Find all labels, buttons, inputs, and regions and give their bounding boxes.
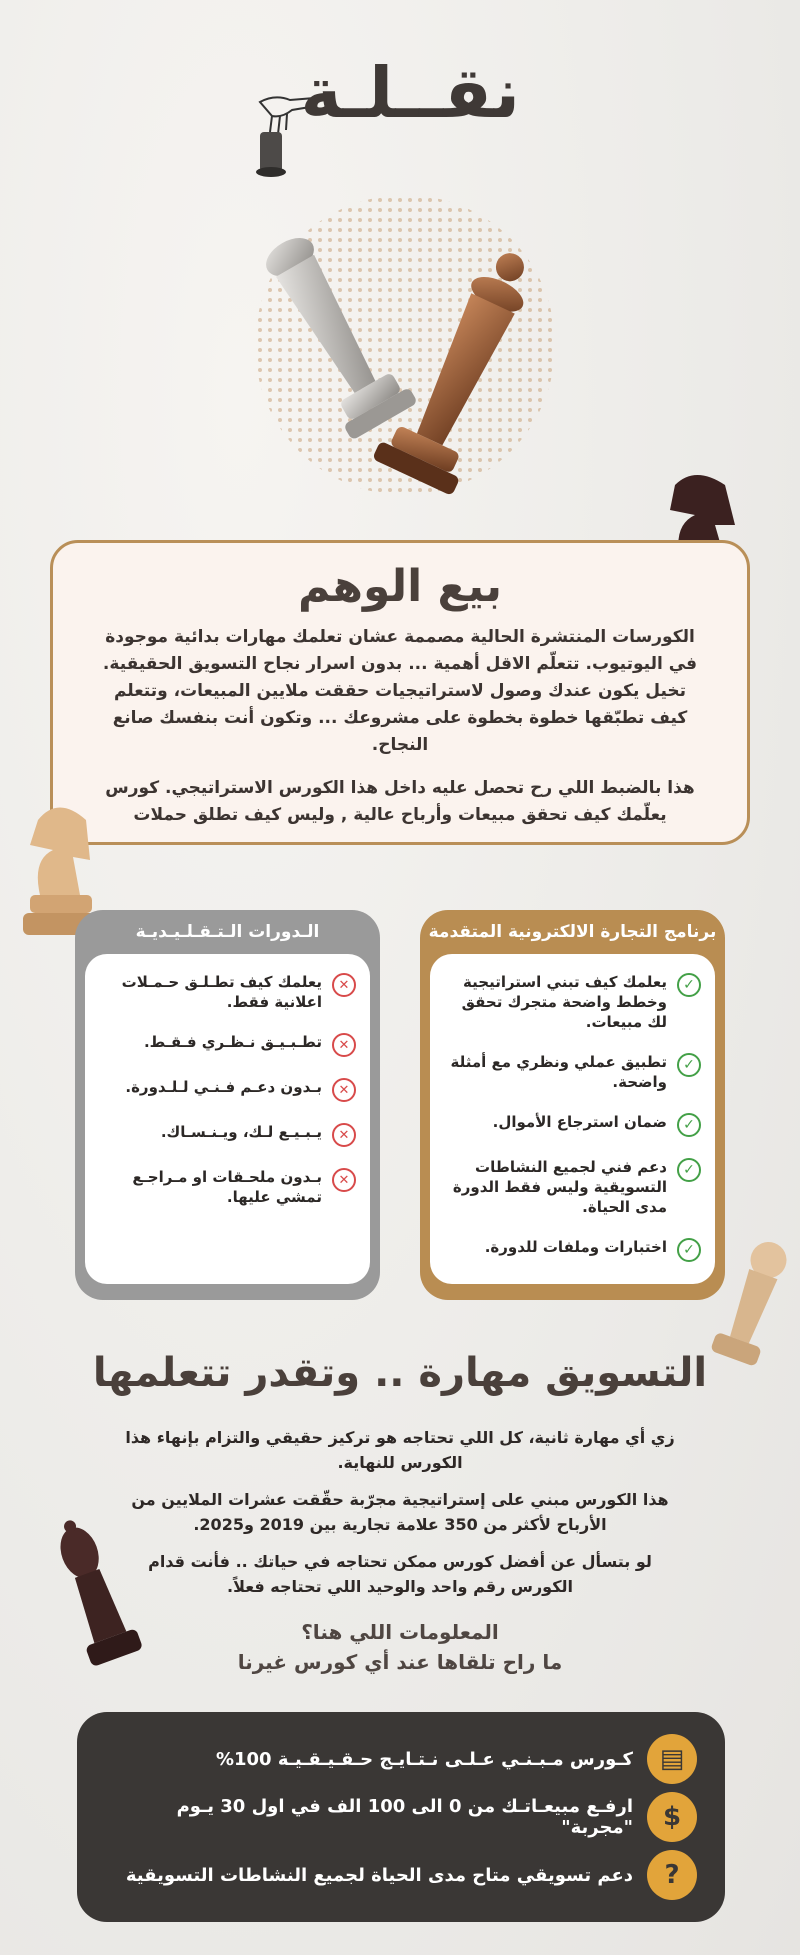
feature-row <box>105 1730 697 1788</box>
feature-row <box>105 1788 697 1846</box>
feature-text: دعم تسويقي متاح مدى الحياة لجميع النشاطات التسويقية <box>125 1864 633 1886</box>
list-item-text: تطـبـيـق نـظـري فـقـط. <box>143 1033 322 1051</box>
list-item <box>444 972 701 1032</box>
advanced-program-title: برنامج التجارة الالكترونية المتقدمة <box>428 922 717 942</box>
check-icon: ✓ <box>677 973 701 997</box>
cross-icon: ✕ <box>332 1123 356 1147</box>
list-item <box>99 1077 356 1102</box>
list-item <box>99 1032 356 1057</box>
list-item <box>444 1052 701 1092</box>
section-paragraph: لو بتسأل عن أفضل كورس ممكن تحتاجه في حياتك .. فأنت قدام الكورس رقم واحد والوحيد اللي تحتاجه فعلاً. <box>148 1552 652 1596</box>
dollar-icon: $ <box>647 1792 697 1842</box>
cross-icon: ✕ <box>332 1168 356 1192</box>
feature-text: كـورس مـبـنـي عـلـى نـتـايـج حـقـيـقـيـة 100% <box>215 1748 633 1770</box>
advanced-program-list <box>430 954 715 1284</box>
feature-text: ارفـع مبيعـاتـك من 0 الى 100 الف في اول 30 يـوم "مجربة" <box>176 1796 633 1838</box>
traditional-courses-list <box>85 954 370 1284</box>
section-paragraph: زي أي مهارة ثانية، كل اللي تحتاجه هو تركيز حقيقي والتزام بإنهاء هذا الكورس للنهاية. <box>125 1428 675 1472</box>
list-item-text: بـدون ملحـقات او مـراجـع تمشي عليها. <box>132 1168 322 1206</box>
course-icon: ▤ <box>647 1734 697 1784</box>
advanced-program-card <box>420 910 725 1300</box>
brand-logo <box>290 52 520 142</box>
check-icon: ✓ <box>677 1238 701 1262</box>
traditional-courses-title: الـدورات الـتـقـلـيـديـة <box>135 922 320 942</box>
list-item <box>99 972 356 1012</box>
question-line: المعلومات اللي هنا؟ <box>301 1620 499 1644</box>
list-item-text: تطبيق عملي ونظري مع أمثلة واضحة. <box>450 1053 667 1091</box>
intro-paragraph-1: الكورسات المنتشرة الحالية مصممة عشان تعلمك مهارات بدائية موجودة في اليوتيوب. تتعلّم الاقل أهمية ... بدون اسرار نجاح التسويق الحقيقية. تخيل يكون عندك وصول لاستراتيجيات حققت ملايين المبيعات، وتتعلم كيف تطبّقها خطوة بخطوة على مشروعك ... وتكون أنت بنفسك صانع النجاح. <box>102 627 698 755</box>
hero-chess-pieces-icon <box>225 185 585 525</box>
feature-row <box>105 1846 697 1904</box>
check-icon: ✓ <box>677 1113 701 1137</box>
check-icon: ✓ <box>677 1053 701 1077</box>
section-title: التسويق مهارة .. وتقدر تتعلمها <box>92 1350 708 1396</box>
list-item <box>99 1122 356 1147</box>
list-item-text: بـدون دعـم فـنـي لـلـدورة. <box>125 1078 322 1096</box>
list-item <box>444 1112 701 1137</box>
check-icon: ✓ <box>677 1158 701 1182</box>
list-item <box>99 1167 356 1207</box>
intro-card <box>50 540 750 845</box>
cross-icon: ✕ <box>332 973 356 997</box>
support-chat-icon: ? <box>647 1850 697 1900</box>
traditional-courses-card <box>75 910 380 1300</box>
cross-icon: ✕ <box>332 1033 356 1057</box>
logo-text: نقــلـة <box>300 52 520 134</box>
features-box <box>77 1712 725 1922</box>
list-item-text: يـبـيـع لـك، ويـنـسـاك. <box>160 1123 322 1141</box>
intro-title: بيع الوهم <box>297 561 503 612</box>
dark-bishop-piece-icon <box>40 1500 150 1690</box>
section-paragraph: هذا الكورس مبني على إستراتيجية مجرّبة حقّقت عشرات الملايين من الأرباح لأكثر من 350 علامة تجارية بين 2019 و2025. <box>131 1490 669 1534</box>
answer-line: ما راح تلقاها عند أي كورس غيرنا <box>237 1650 563 1674</box>
intro-paragraph-2: هذا بالضبط اللي رح تحصل عليه داخل هذا الكورس الاستراتيجي. كورس يعلّمك كيف تحقق مبيعات وأرباح عالية , وليس كيف تطلق حملات <box>105 778 695 825</box>
list-item-text: دعم فني لجميع النشاطات التسويقية وليس فقط الدورة مدى الحياة. <box>452 1158 667 1216</box>
list-item-text: يعلمك كيف تطـلـق حـمـلات اعلانية فقط. <box>121 973 322 1011</box>
list-item-text: اختبارات وملفات للدورة. <box>484 1238 667 1256</box>
list-item <box>444 1237 701 1262</box>
list-item-text: ضمان استرجاع الأموال. <box>492 1113 667 1131</box>
cross-icon: ✕ <box>332 1078 356 1102</box>
list-item <box>444 1157 701 1217</box>
list-item-text: يعلمك كيف تبني استراتيجية وخطط واضحة متجرك تحقق لك مبيعات. <box>461 973 667 1031</box>
section-body <box>120 1425 680 1611</box>
